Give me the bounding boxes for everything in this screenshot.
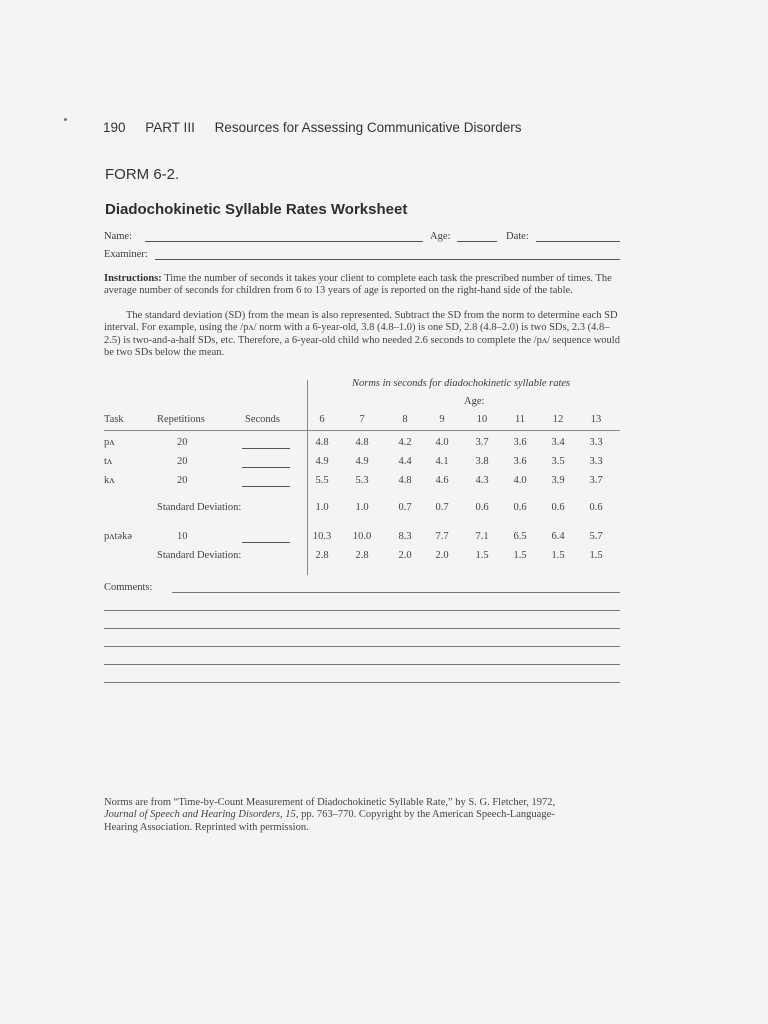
sd-row-2-age-6: 2.8	[315, 550, 329, 561]
row-3-age-10: 4.3	[475, 475, 489, 486]
age-col-9: 9	[439, 414, 445, 425]
name-field[interactable]	[145, 231, 423, 242]
row-2-age-13: 3.3	[589, 456, 603, 467]
row-1-seconds-field[interactable]	[242, 448, 290, 449]
pataka-row-age-13: 5.7	[589, 531, 603, 542]
sd-row-2-age-10: 1.5	[475, 550, 489, 561]
comments-label: Comments:	[104, 582, 153, 593]
row-2-age-12: 3.5	[551, 456, 565, 467]
age-col-7: 7	[359, 414, 365, 425]
source-line1: Norms are from “Time-by-Count Measurement of Diadochokinetic Syllable Rate,” by S. G. Fletcher, 1972,	[104, 797, 556, 808]
page-number: 190	[103, 120, 126, 135]
source-line3: Hearing Association. Reprinted with permission.	[104, 821, 309, 833]
sd-row-2-age-13: 1.5	[589, 550, 603, 561]
sd-row-1-age-11: 0.6	[513, 502, 527, 513]
section-title: Resources for Assessing Communicative Disorders	[214, 120, 522, 135]
row-2-seconds-field[interactable]	[242, 467, 290, 468]
row-1-age-8: 4.2	[398, 437, 412, 448]
examiner-label: Examiner:	[104, 249, 148, 260]
row-2-age-7: 4.9	[355, 456, 369, 467]
age-col-11: 11	[514, 414, 526, 425]
col-repetitions: Repetitions	[157, 414, 205, 425]
row-1-age-12: 3.4	[551, 437, 565, 448]
date-field[interactable]	[536, 231, 620, 242]
source-journal: Journal of Speech and Hearing Disorders, 15	[104, 809, 296, 821]
row-1-age-10: 3.7	[475, 437, 489, 448]
row-2-age-8: 4.4	[398, 456, 412, 467]
age-col-6: 6	[319, 414, 325, 425]
row-2-age-9: 4.1	[435, 456, 449, 467]
scan-speck	[64, 118, 67, 121]
pataka-row-seconds-field[interactable]	[242, 542, 290, 543]
sd-row-1-age-7: 1.0	[355, 502, 369, 513]
comment-line[interactable]	[104, 610, 620, 611]
row-3-repetitions: 20	[177, 475, 188, 486]
norms-caption: Norms in seconds for diadochokinetic syllable rates	[352, 378, 571, 389]
row-2-age-11: 3.6	[513, 456, 527, 467]
row-3-task: kʌ	[104, 475, 115, 486]
row-3-age-9: 4.6	[435, 475, 449, 486]
row-3-age-6: 5.5	[315, 475, 329, 486]
comment-line[interactable]	[104, 664, 620, 665]
pataka-row-age-12: 6.4	[551, 531, 565, 542]
running-head	[103, 120, 521, 135]
row-2-repetitions: 20	[177, 456, 188, 467]
row-3-age-13: 3.7	[589, 475, 603, 486]
pataka-row-age-9: 7.7	[435, 531, 449, 542]
age-field[interactable]	[457, 231, 497, 242]
instructions-paragraph	[104, 273, 620, 298]
row-1-repetitions: 20	[177, 437, 188, 448]
comment-line[interactable]	[104, 628, 620, 629]
row-1-task: pʌ	[104, 437, 115, 448]
sd-row-2-age-8: 2.0	[398, 550, 412, 561]
header-rule	[104, 430, 620, 431]
age-col-13: 13	[590, 414, 602, 425]
sd-row-1-age-10: 0.6	[475, 502, 489, 513]
pataka-row-age-11: 6.5	[513, 531, 527, 542]
age-col-10: 10	[476, 414, 488, 425]
comment-line[interactable]	[172, 592, 620, 593]
row-3-age-11: 4.0	[513, 475, 527, 486]
sd-paragraph: The standard deviation (SD) from the mean is also represented. Subtract the SD from the norm to determine each SD interval. For example, using the /pʌ/ norm with a 6-year-old, 3.8 (4.8–1.0) is one SD, 2.8 (4.8–2.0) is two SDs, 2.3 (4.8–2.5) is two-and-a-half SDs, etc. Therefore, a 6-year-old child who needed 2.6 seconds to complete the /pʌ/ sequence would be two SDs below the mean.	[104, 310, 620, 359]
row-3-age-12: 3.9	[551, 475, 565, 486]
sd-row-1-label: Standard Deviation:	[157, 502, 242, 513]
row-3-age-8: 4.8	[398, 475, 412, 486]
examiner-field[interactable]	[155, 249, 620, 260]
instructions-text: Time the number of seconds it takes your client to complete each task the prescribed number of times. The average number of seconds for children from 6 to 13 years of age is reported on the right-hand side of the table.	[104, 273, 612, 297]
sd-row-1-age-12: 0.6	[551, 502, 565, 513]
pataka-row-task: pʌtəkə	[104, 531, 132, 542]
comment-line[interactable]	[104, 646, 620, 647]
age-col-8: 8	[402, 414, 408, 425]
row-2-age-6: 4.9	[315, 456, 329, 467]
pataka-row-repetitions: 10	[177, 531, 188, 542]
row-1-age-13: 3.3	[589, 437, 603, 448]
sd-row-2-age-11: 1.5	[513, 550, 527, 561]
date-label: Date:	[506, 231, 529, 242]
sd-row-1-age-6: 1.0	[315, 502, 329, 513]
sd-row-2-age-7: 2.8	[355, 550, 369, 561]
instructions-heading: Instructions:	[104, 273, 162, 284]
age-header: Age:	[464, 396, 485, 407]
source-line2: , pp. 763–770. Copyright by the American Speech-Language-	[295, 809, 555, 821]
col-seconds: Seconds	[245, 414, 280, 425]
name-label: Name:	[104, 231, 132, 242]
row-2-task: tʌ	[104, 456, 113, 467]
row-3-seconds-field[interactable]	[242, 486, 290, 487]
pataka-row-age-10: 7.1	[475, 531, 489, 542]
pataka-row-age-8: 8.3	[398, 531, 412, 542]
col-task: Task	[104, 414, 124, 425]
age-col-12: 12	[552, 414, 564, 425]
age-label: Age:	[430, 231, 451, 242]
comment-line[interactable]	[104, 682, 620, 683]
row-3-age-7: 5.3	[355, 475, 369, 486]
sd-row-2-label: Standard Deviation:	[157, 550, 242, 561]
sd-row-1-age-13: 0.6	[589, 502, 603, 513]
sd-row-2-age-9: 2.0	[435, 550, 449, 561]
row-1-age-9: 4.0	[435, 437, 449, 448]
sd-row-1-age-8: 0.7	[398, 502, 412, 513]
row-1-age-7: 4.8	[355, 437, 369, 448]
sd-row-2-age-12: 1.5	[551, 550, 565, 561]
worksheet-title: Diadochokinetic Syllable Rates Worksheet	[105, 201, 408, 218]
pataka-row-age-6: 10.3	[312, 531, 332, 542]
pataka-row-age-7: 10.0	[352, 531, 372, 542]
part-label: PART III	[145, 120, 195, 135]
sd-row-1-age-9: 0.7	[435, 502, 449, 513]
row-1-age-6: 4.8	[315, 437, 329, 448]
row-1-age-11: 3.6	[513, 437, 527, 448]
source-note	[104, 797, 624, 834]
form-label: FORM 6-2.	[105, 166, 180, 183]
row-2-age-10: 3.8	[475, 456, 489, 467]
